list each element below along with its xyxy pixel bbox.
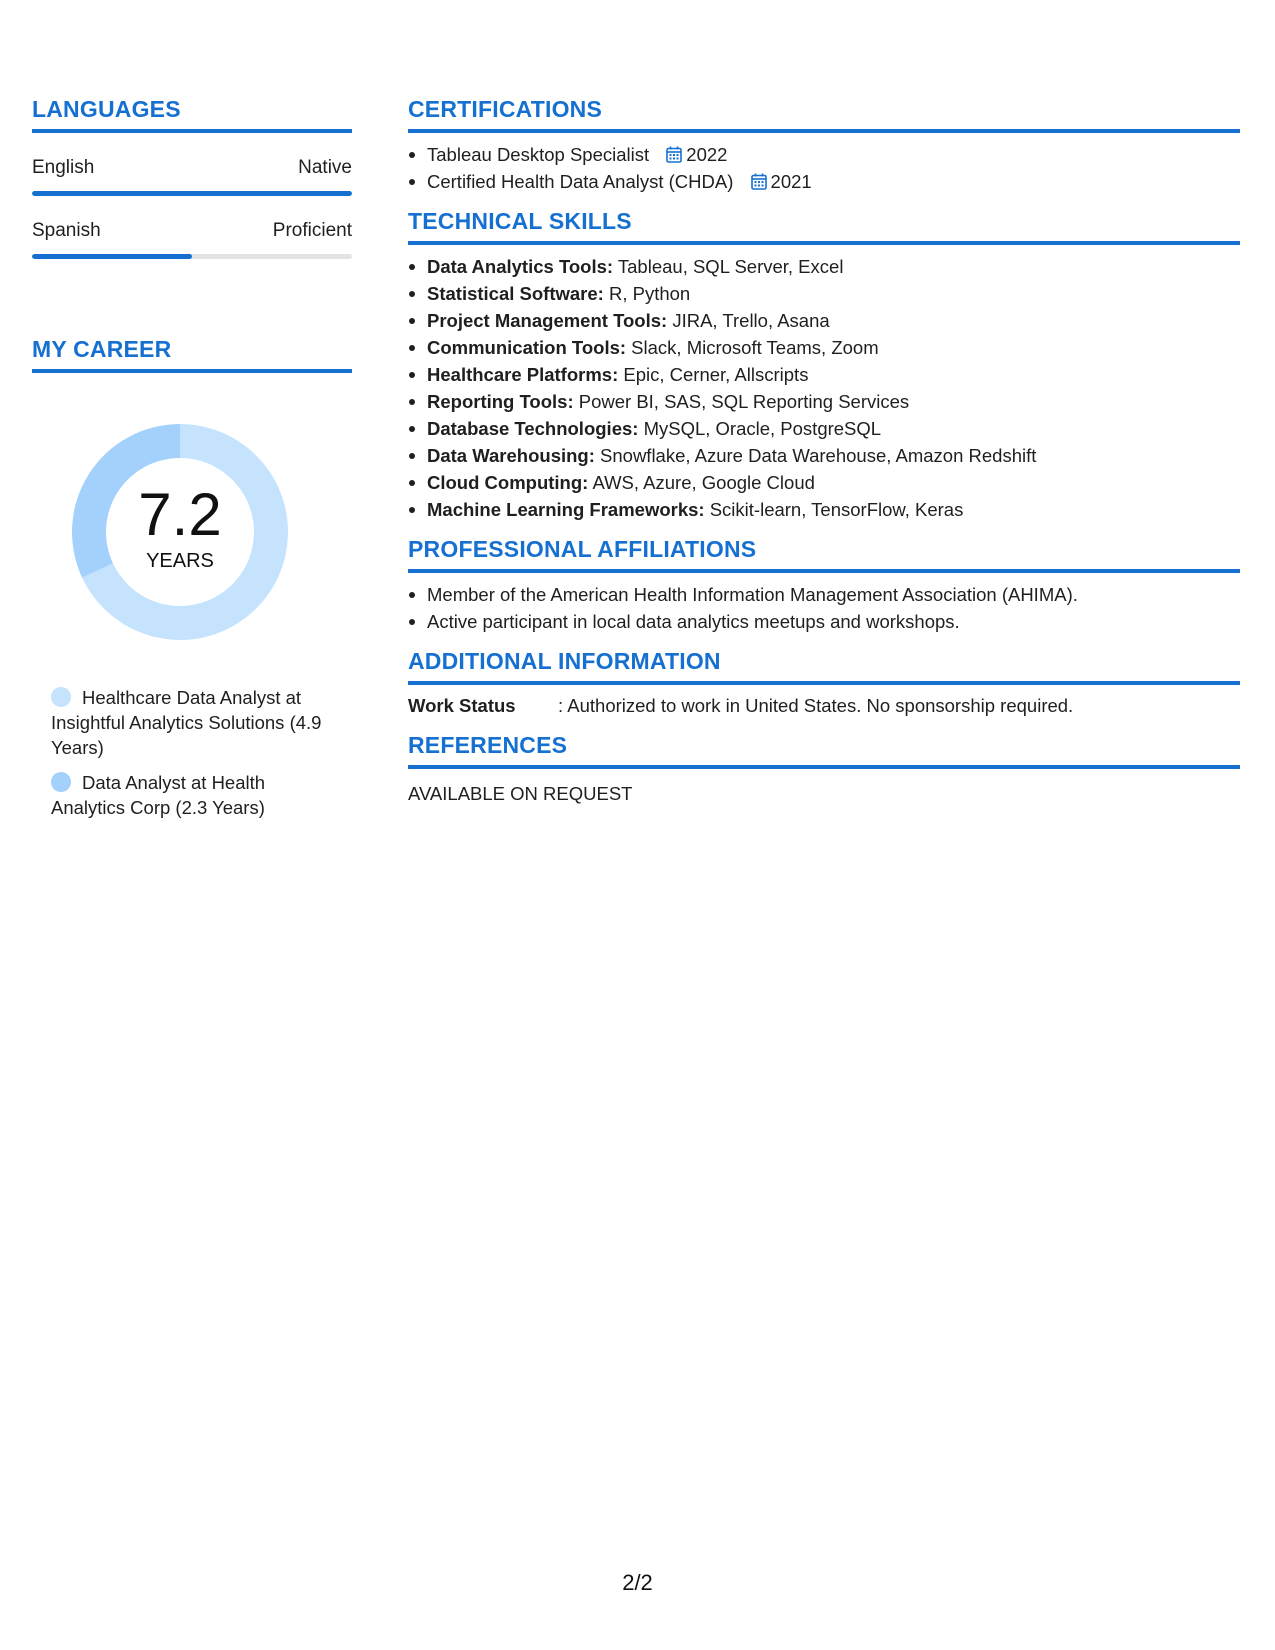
- legend-dot: [51, 687, 71, 707]
- skill-label: Data Analytics Tools:: [427, 256, 614, 277]
- skill-item: [408, 442, 1240, 469]
- career-total-unit: YEARS: [146, 549, 214, 572]
- additional-info-section: [408, 647, 1240, 719]
- language-level-fill: [32, 191, 352, 196]
- career-donut-center: [65, 417, 295, 647]
- technical-skills-heading: TECHNICAL SKILLS: [408, 208, 632, 234]
- languages-section: [32, 95, 352, 259]
- certifications-section: [408, 95, 1240, 195]
- calendar-icon: [666, 146, 682, 163]
- skill-item: [408, 469, 1240, 496]
- skill-label: Cloud Computing:: [427, 472, 589, 493]
- additional-info-rule: [408, 681, 1240, 685]
- calendar-icon: [751, 173, 767, 190]
- right-column: [408, 95, 1240, 819]
- technical-skills-section: [408, 207, 1240, 523]
- affiliations-heading: PROFESSIONAL AFFILIATIONS: [408, 536, 757, 562]
- certification-item: [408, 168, 1240, 195]
- skill-value: R, Python: [603, 283, 691, 304]
- skill-item: [408, 307, 1240, 334]
- skill-label: Machine Learning Frameworks:: [427, 499, 705, 520]
- career-legend-item: [51, 685, 341, 760]
- skill-item: [408, 415, 1240, 442]
- skill-item: [408, 334, 1240, 361]
- skill-item: [408, 280, 1240, 307]
- skill-label: Data Warehousing:: [427, 445, 595, 466]
- skill-item: [408, 496, 1240, 523]
- skill-label: Project Management Tools:: [427, 310, 668, 331]
- language-level-fill: [32, 254, 192, 259]
- skill-value: Snowflake, Azure Data Warehouse, Amazon Redshift: [594, 445, 1037, 466]
- certification-year: 2021: [770, 171, 812, 192]
- certifications-list: [408, 141, 1240, 195]
- left-column: [32, 95, 352, 830]
- skill-value: MySQL, Oracle, PostgreSQL: [638, 418, 882, 439]
- certifications-heading: CERTIFICATIONS: [408, 96, 603, 122]
- page-number: 2/2: [622, 1570, 653, 1595]
- language-item: [32, 157, 352, 196]
- skill-label: Healthcare Platforms:: [427, 364, 619, 385]
- career-rule: [32, 369, 352, 373]
- skill-item: [408, 361, 1240, 388]
- affiliations-rule: [408, 569, 1240, 573]
- skill-label: Database Technologies:: [427, 418, 639, 439]
- career-legend-item: [51, 770, 341, 820]
- languages-heading: LANGUAGES: [32, 96, 181, 122]
- career-donut-chart: [65, 417, 295, 647]
- affiliations-section: [408, 535, 1240, 635]
- skill-label: Reporting Tools:: [427, 391, 574, 412]
- certification-name: Certified Health Data Analyst (CHDA): [427, 171, 734, 192]
- language-item: [32, 220, 352, 259]
- work-status-row: [408, 693, 1240, 719]
- career-legend-label: Healthcare Data Analyst at Insightful Analytics Solutions (4.9 Years): [51, 687, 322, 758]
- career-heading: MY CAREER: [32, 336, 172, 362]
- certification-name: Tableau Desktop Specialist: [427, 144, 650, 165]
- references-section: [408, 731, 1240, 807]
- career-total-years: 7.2: [138, 480, 222, 548]
- skill-value: Scikit-learn, TensorFlow, Keras: [704, 499, 964, 520]
- skill-value: JIRA, Trello, Asana: [667, 310, 830, 331]
- work-status-label: Work Status: [408, 695, 516, 716]
- career-legend: [51, 685, 341, 820]
- skill-value: AWS, Azure, Google Cloud: [588, 472, 815, 493]
- legend-dot: [51, 772, 71, 792]
- references-text: AVAILABLE ON REQUEST: [408, 783, 633, 804]
- language-name: English: [32, 157, 95, 178]
- certifications-rule: [408, 129, 1240, 133]
- skill-value: Power BI, SAS, SQL Reporting Services: [573, 391, 910, 412]
- career-section: [32, 335, 352, 820]
- skill-label: Statistical Software:: [427, 283, 604, 304]
- language-level-bar: [32, 191, 352, 196]
- language-level-bar: [32, 254, 352, 259]
- affiliation-item: Member of the American Health Information Management Association (AHIMA).: [408, 581, 1240, 608]
- affiliations-list: [408, 581, 1240, 635]
- certification-year: 2022: [686, 144, 728, 165]
- references-heading: REFERENCES: [408, 732, 568, 758]
- work-status-value: : Authorized to work in United States. No sponsorship required.: [558, 695, 1074, 716]
- technical-skills-list: [408, 253, 1240, 523]
- language-name: Spanish: [32, 220, 101, 241]
- career-legend-label: Data Analyst at Health Analytics Corp (2.3 Years): [51, 772, 266, 818]
- skill-item: [408, 253, 1240, 280]
- language-level: Proficient: [272, 220, 352, 241]
- certification-item: [408, 141, 1240, 168]
- additional-info-heading: ADDITIONAL INFORMATION: [408, 648, 721, 674]
- skill-value: Epic, Cerner, Allscripts: [618, 364, 809, 385]
- affiliation-item: Active participant in local data analytics meetups and workshops.: [408, 608, 1240, 635]
- skill-value: Tableau, SQL Server, Excel: [613, 256, 844, 277]
- skill-item: [408, 388, 1240, 415]
- references-rule: [408, 765, 1240, 769]
- technical-skills-rule: [408, 241, 1240, 245]
- skill-label: Communication Tools:: [427, 337, 627, 358]
- language-level: Native: [298, 157, 352, 178]
- skill-value: Slack, Microsoft Teams, Zoom: [626, 337, 879, 358]
- languages-rule: [32, 129, 352, 133]
